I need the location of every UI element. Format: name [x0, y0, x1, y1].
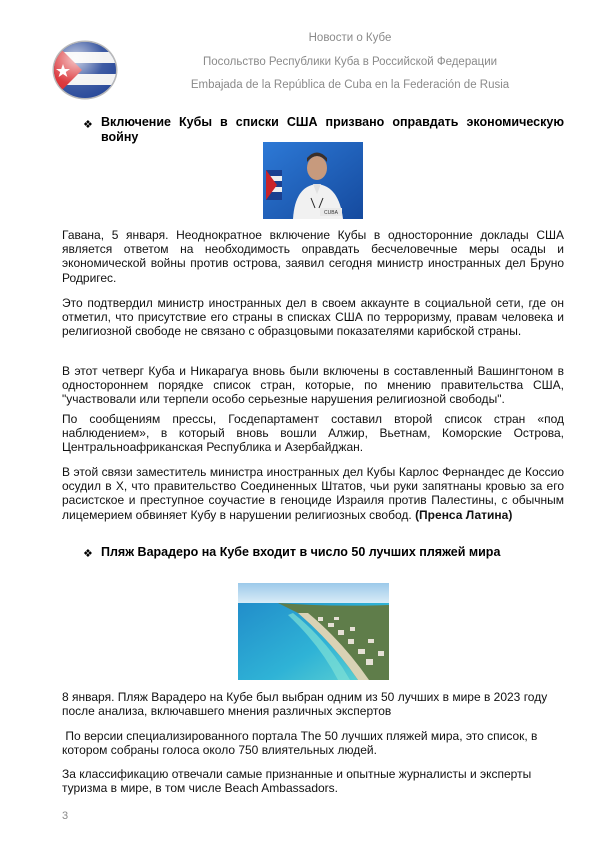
nameplate-text: CUBA — [324, 210, 338, 216]
header-title: Новости о Кубе — [308, 32, 392, 44]
article1-paragraph-5-text: В этой связи заместитель министра иностранных дел Кубы Карлос Фернандес де Коссио осудил в X, что правительство Соединенных Штатов, чьи руки запятнаны кровью за его расистское и преступное соучастие в геноциде Израиля против Палестины, с обычным лицемерием обвиняет Кубу в нарушении религиозных свобод. — [62, 465, 564, 522]
bullet-icon: ❖ — [83, 548, 93, 560]
header-embassy-es: Embajada de la República de Cuba en la Federación de Rusia — [190, 79, 510, 91]
bullet-icon: ❖ — [83, 119, 93, 131]
page-header — [0, 0, 611, 110]
article1-paragraph-5 — [62, 465, 564, 522]
varadero-beach-image — [238, 583, 389, 680]
article1-paragraph-3: В этот четверг Куба и Никарагуа вновь были включены в составленный Вашингтоном в одностороннем порядке список стран, которые, по мнению правительства США, "участвовали или терпели особо серьезные нарушения религиозной свободы". — [62, 364, 564, 407]
article1-photo — [263, 142, 363, 219]
article1-source: (Пренса Латина) — [415, 507, 513, 522]
article2-title: Пляж Варадеро на Кубе входит в число 50 лучших пляжей мира — [101, 545, 501, 559]
article2-photo — [238, 583, 389, 680]
cuba-flag-logo — [52, 40, 118, 100]
article1-title: Включение Кубы в списки США призвано оправдать экономическую войну — [101, 115, 564, 144]
article1-paragraph-4: По сообщениям прессы, Госдепартамент составил второй список стран «под наблюдением», в который вновь вошли Алжир, Вьетнам, Коморские Острова, Центральноафриканская Республика и Азербайджан. — [62, 412, 564, 455]
page-number: 3 — [62, 810, 69, 822]
article1-paragraph-1: Гавана, 5 января. Неоднократное включение Кубы в односторонние доклады США является ответом на необходимость оправдать бесчеловечные меры осады и экономической войны против острова, заявил сегодня министр иностранных дел Бруно Родригес. — [62, 228, 564, 285]
header-embassy-ru: Посольство Республики Куба в Российской Федерации — [202, 56, 498, 68]
minister-photo-image — [263, 142, 363, 219]
article2-paragraph-3: За классификацию отвечали самые признанные и опытные журналисты и эксперты туризма в мире, в том числе Beach Ambassadors. — [62, 767, 532, 796]
article2-paragraph-1: 8 января. Пляж Варадеро на Кубе был выбран одним из 50 лучших в мире в 2023 году после анализа, включавшего мнения различных экспертов — [62, 690, 548, 719]
article2-paragraph-2: По версии специализированного портала The 50 лучших пляжей мира, это список, в котором собраны голоса около 750 влиятельных людей. — [62, 729, 541, 758]
article1-paragraph-2: Это подтвердил министр иностранных дел в своем аккаунте в социальной сети, где он отметил, что присутствие его страны в списках США по терроризму, правам человека и религиозной свободе не связано с образцовыми показателями карибской страны. — [62, 296, 564, 339]
